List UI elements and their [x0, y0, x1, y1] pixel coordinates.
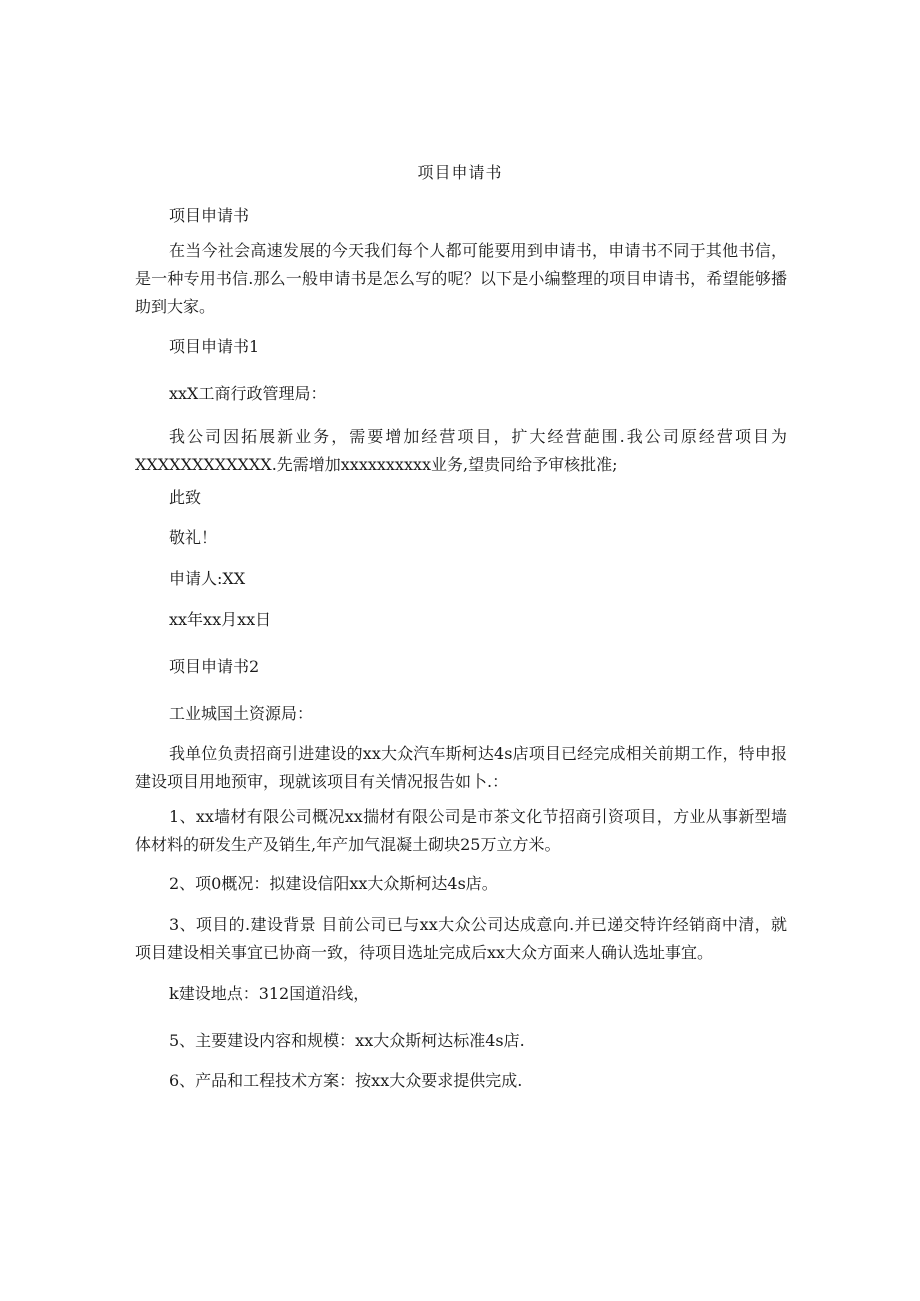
- section2-recipient: 工业城国土资源局：: [169, 704, 314, 723]
- section1-recipient: xxX工商行政管理局：: [169, 384, 327, 403]
- document-subtitle: 项目申请书: [169, 206, 250, 225]
- section2-item-6: 6、产品和工程技术方案：按xx大众要求提供完成.: [169, 1071, 523, 1090]
- section2-item-5: 5、主要建设内容和规模：xx大众斯柯达标准4s店.: [169, 1031, 525, 1050]
- section1-closing-1: 此致: [169, 488, 202, 507]
- section1-date: xx年xx月xx日: [169, 610, 272, 629]
- intro-paragraph: 在当今社会高速发展的今天我们每个人都可能要用到申请书，申请书不同于其他书信，是一种专用书信.那么一般申请书是怎么写的呢？以下是小编整理的项目申请书，希望能够播助到大家。: [135, 241, 787, 316]
- section2-heading: 项目申请书2: [169, 657, 260, 676]
- section1-heading: 项目申请书1: [169, 337, 260, 356]
- section2-item-2: 2、项0概况：拟建设信阳xx大众斯柯达4s店。: [169, 874, 498, 893]
- section2-item-3: 3、项目的.建设背景 目前公司已与xx大众公司达成意向.并已递交特许经销商中清，就项目建设相关事宜已协商一致，待项目选址完成后xx大众方面来人确认选址事宜。: [135, 915, 787, 962]
- section2-body: 我单位负责招商引进建设的xx大众汽车斯柯达4s店项目已经完成相关前期工作，特申报建设项目用地预审，现就该项目有关情况报告如卜.：: [135, 744, 787, 791]
- section1-applicant: 申请人:XX: [169, 569, 246, 588]
- section1-body: 我公司因拓展新业务，需要增加经营项目，扩大经营葩围.我公司原经营项目为XXXXXXXXXXXX.先需增加xxxxxxxxxx业务,望贵同给予审核批准;: [135, 427, 787, 474]
- section2-item-4: k建设地点：312国道沿线，: [169, 984, 370, 1003]
- section1-closing-2: 敬礼！: [169, 528, 218, 547]
- section2-item-1: 1、xx墙材有限公司概况xx揣材有限公司是市茶文化节招商引资项目，方业从事新型墙体材料的研发生产及销生,年产加气混凝土砌块25万立方米。: [135, 807, 787, 854]
- document-title: 项目申请书: [417, 163, 503, 182]
